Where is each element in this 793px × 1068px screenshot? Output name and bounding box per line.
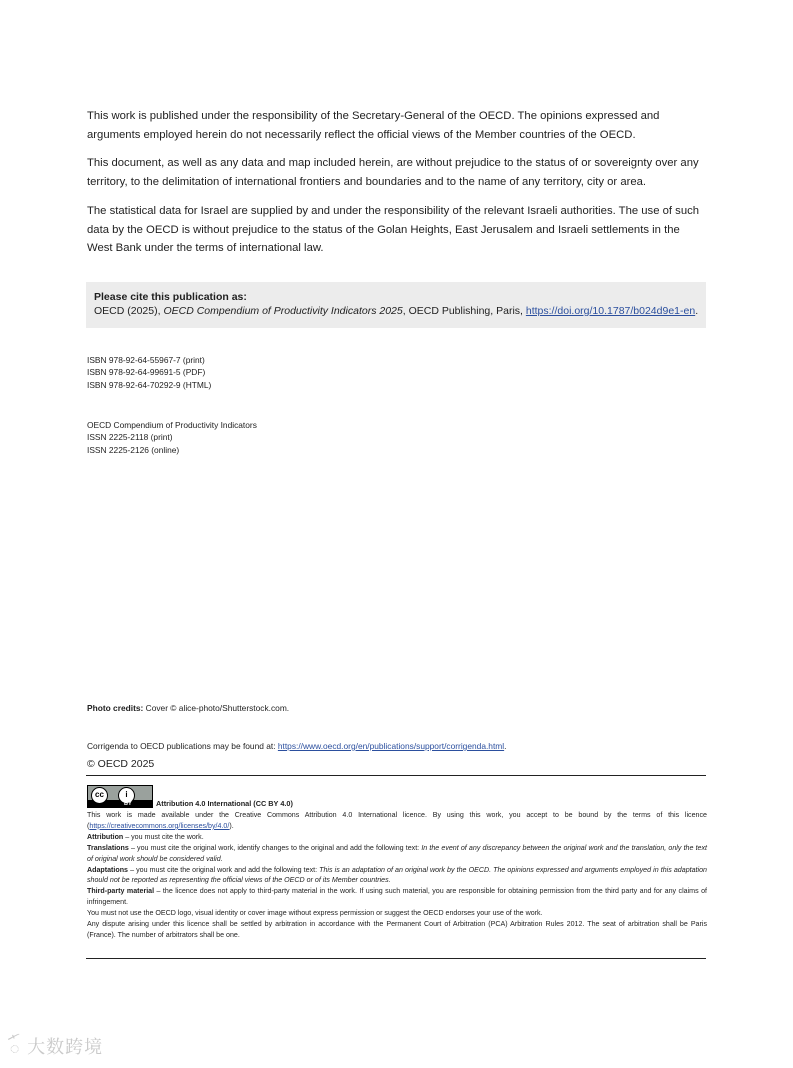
licence-name: Attribution 4.0 International (CC BY 4.0)	[156, 799, 293, 808]
attribution-text: – you must cite the work.	[123, 832, 204, 841]
licence-link[interactable]: https://creativecommons.org/licenses/by/4.0/	[89, 821, 230, 830]
watermark-logo	[10, 1030, 103, 1068]
corrigenda-note	[87, 741, 506, 751]
photo-credits-label: Photo credits:	[87, 703, 144, 713]
isbn-html: ISBN 978-92-64-70292-9 (HTML)	[87, 379, 212, 390]
translations-italic: In the event of any discrepancy between the original work and the translation, only the text of original work should be considered valid.	[87, 843, 708, 863]
issn-online: ISSN 2225-2126 (online)	[87, 444, 180, 455]
licence-dispute: Any dispute arising under this licence shall be settled by arbitration in accordance with the Permanent Court of Arbitration (PCA) Arbitration Rules 2012. The seat of arbitration shall be Paris (France). The number of arbitrators shall be one.	[87, 920, 707, 939]
watermark-icon: ꪸ	[10, 1037, 21, 1058]
divider-top	[86, 775, 706, 776]
series-info	[87, 419, 257, 456]
licence-logo: You must not use the OECD logo, visual identity or cover image without express permission or suggest the OECD endorses your use of the work.	[87, 909, 543, 918]
copyright-notice: © OECD 2025	[87, 758, 155, 770]
citation-end: .	[695, 305, 699, 317]
licence-attribution	[87, 832, 707, 843]
series-name: OECD Compendium of Productivity Indicators	[87, 420, 257, 430]
licence-intro-text: This work is made available under the Creative Commons Attribution 4.0 International licence. By using this work, you accept to be bound by the terms of this licence (	[87, 811, 707, 830]
photo-credits	[87, 703, 289, 713]
licence-intro-end: ).	[229, 821, 234, 830]
translations-label: Translations	[87, 843, 129, 852]
adaptations-italic: This is an adaptation of an original work by the OECD. The opinions expressed and arguments employed in this adaptation should not be reported as representing the official views of the OECD or of its Member countries.	[87, 865, 707, 885]
citation-doi-link[interactable]: https://doi.org/10.1787/b024d9e1-en	[525, 305, 696, 317]
by-label: BY	[124, 801, 132, 807]
citation-heading: Please cite this publication as:	[94, 291, 247, 303]
attribution-label: Attribution	[87, 832, 124, 841]
citation-suffix: , OECD Publishing, Paris,	[402, 305, 526, 317]
disclaimer-paragraph-responsibility: This work is published under the responsibility of the Secretary-General of the OECD. The opinions expressed and arguments employed herein do not necessarily reflect the official views of the Member countries of the OECD.	[87, 110, 660, 141]
licence-intro	[87, 810, 707, 832]
issn-print: ISSN 2225-2118 (print)	[87, 432, 173, 443]
third-party-label: Third-party material	[87, 887, 155, 896]
by-person-icon: i	[118, 787, 135, 804]
translations-text: – you must cite the original work, identify changes to the original and add the following text:	[128, 843, 422, 852]
isbn-pdf: ISBN 978-92-64-99691-5 (PDF)	[87, 367, 206, 378]
citation-prefix: OECD (2025),	[94, 305, 164, 317]
licence-adaptations	[87, 865, 707, 887]
adaptations-label: Adaptations	[87, 865, 128, 874]
disclaimer-paragraph-territory: This document, as well as any data and map included herein, are without prejudice to the status of or sovereignty over any territory, to the delimitation of international frontiers and boundaries and to the name of any territory, city or area.	[87, 157, 699, 188]
isbn-list	[87, 354, 211, 391]
third-party-text: – the licence does not apply to third-party material in the work. If using such material, you are responsible for obtaining permission from the third party and for any claims of infringement.	[87, 887, 707, 907]
licence-translations	[87, 843, 707, 865]
watermark-text: 大数跨境	[27, 1037, 104, 1058]
disclaimer-paragraph-israel: The statistical data for Israel are supplied by and under the responsibility of the relevant Israeli authorities. The use of such data by the OECD is without prejudice to the status of the Golan Heights, East Jerusalem and Israeli settlements in the West Bank under the terms of international law.	[87, 205, 700, 254]
corrigenda-end: .	[504, 741, 507, 751]
photo-credits-text: Cover © alice-photo/Shutterstock.com.	[143, 703, 290, 713]
citation-title: OECD Compendium of Productivity Indicators 2025	[163, 305, 403, 317]
cc-by-badge	[87, 785, 153, 808]
adaptations-text: – you must cite the original work and add the following text:	[128, 865, 320, 874]
licence-terms	[87, 810, 707, 941]
corrigenda-link[interactable]: https://www.oecd.org/en/publications/support/corrigenda.html	[277, 741, 505, 751]
corrigenda-text: Corrigenda to OECD publications may be found at:	[87, 741, 278, 751]
licence-third-party	[87, 886, 707, 908]
cc-icon: cc	[91, 787, 108, 804]
isbn-print: ISBN 978-92-64-55967-7 (print)	[87, 355, 205, 365]
citation-box	[86, 282, 706, 328]
divider-bottom	[86, 958, 706, 959]
citation-text	[94, 304, 706, 318]
